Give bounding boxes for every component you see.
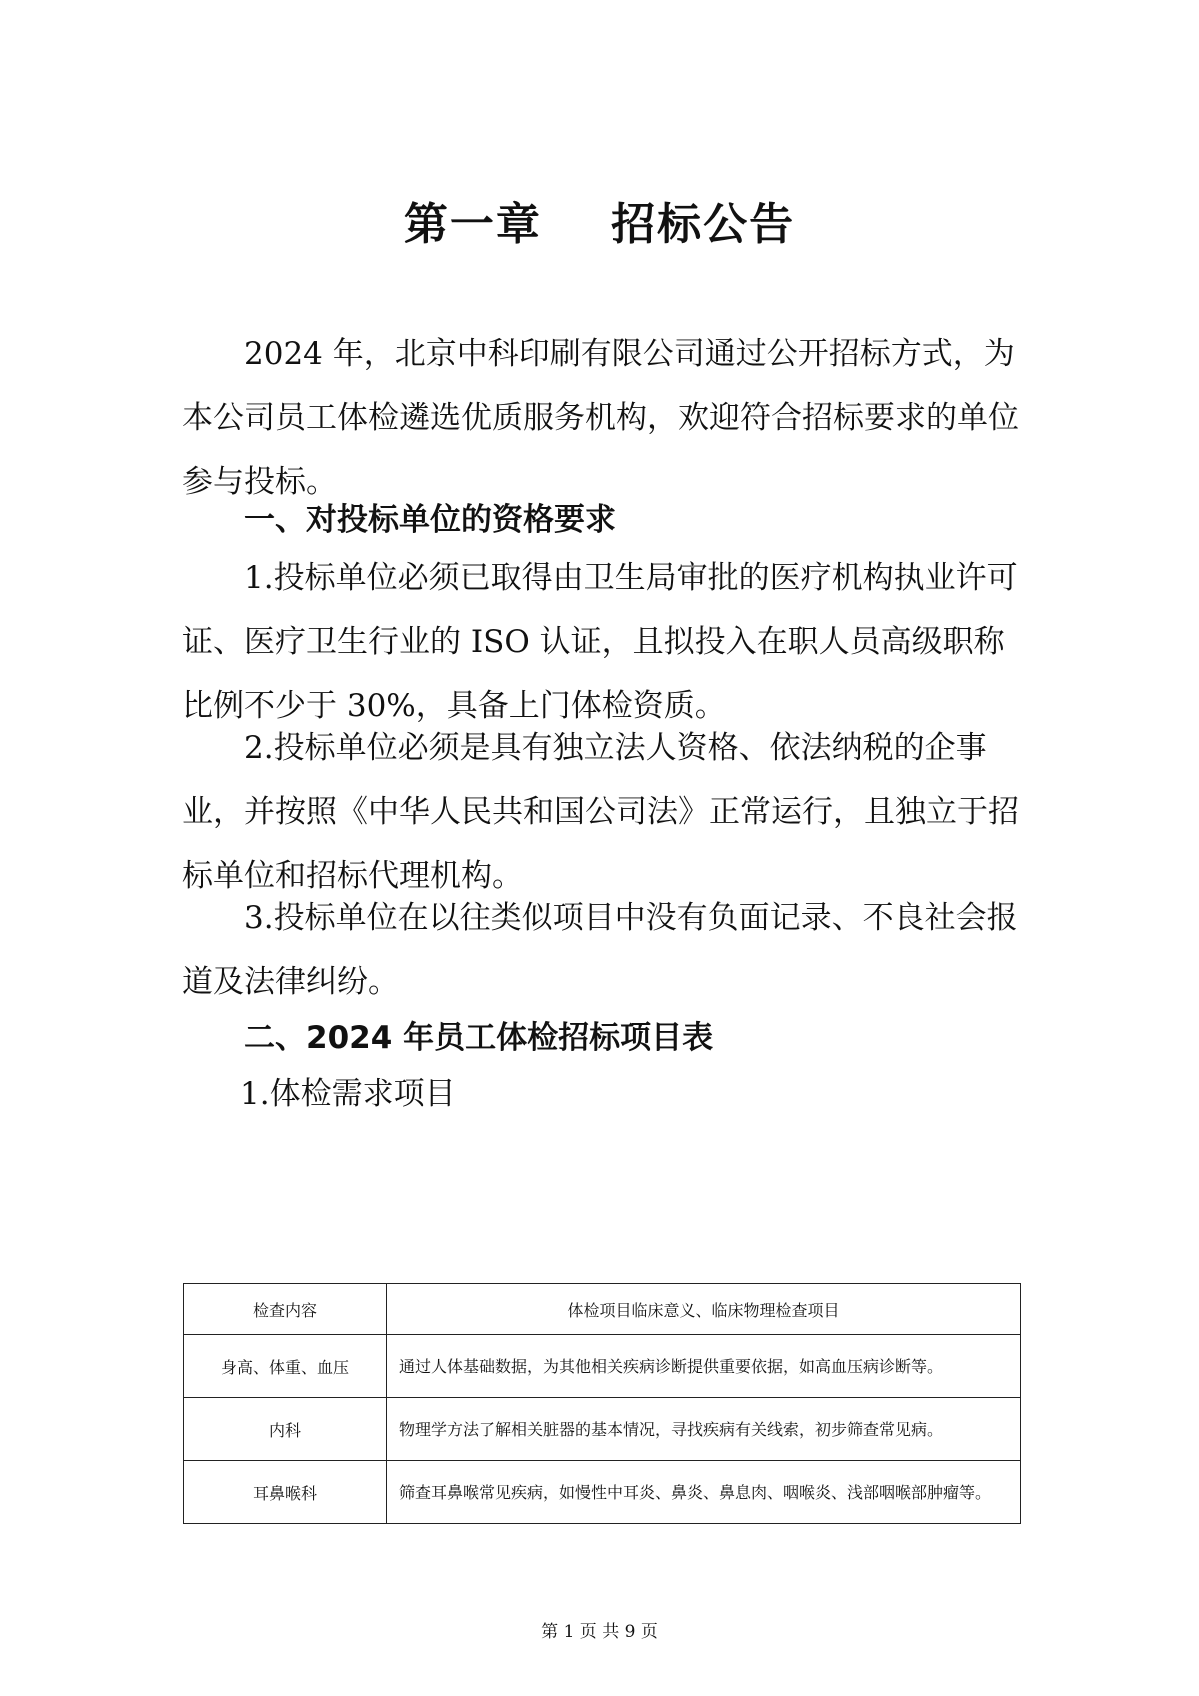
section-1-body-2 xyxy=(182,716,1022,908)
chapter-title: 第一章 招标公告 xyxy=(403,199,796,250)
intro-block xyxy=(182,322,1022,514)
section-2-heading: 二、2024 年员工体检招标项目表 xyxy=(244,1020,714,1056)
table-row xyxy=(184,1335,1021,1398)
requirement-item-2: 2.投标单位必须是具有独立法人资格、依法纳税的企事业，并按照《中华人民共和国公司法》正常运行，且独立于招标单位和招标代理机构。 xyxy=(182,730,1019,894)
page-footer: 第 1 页 共 9 页 xyxy=(541,1622,658,1642)
requirement-item-3: 3.投标单位在以往类似项目中没有负面记录、不良社会报道及法律纠纷。 xyxy=(182,900,1018,1000)
section-1-body-3 xyxy=(182,886,1022,1014)
table-cell-name: 内科 xyxy=(184,1398,387,1461)
table-row xyxy=(184,1398,1021,1461)
checkup-items-table xyxy=(183,1283,1021,1524)
table-cell-desc: 筛查耳鼻喉常见疾病，如慢性中耳炎、鼻炎、鼻息肉、咽喉炎、浅部咽喉部肿瘤等。 xyxy=(387,1461,1021,1524)
section-1-body xyxy=(182,546,1022,738)
table-header-row xyxy=(184,1284,1021,1335)
table-header-desc: 体检项目临床意义、临床物理检查项目 xyxy=(387,1284,1021,1335)
table-cell-desc: 通过人体基础数据，为其他相关疾病诊断提供重要依据，如高血压病诊断等。 xyxy=(387,1335,1021,1398)
requirement-item-1: 1.投标单位必须已取得由卫生局审批的医疗机构执业许可证、医疗卫生行业的 ISO 认证，且拟投入在职人员高级职称比例不少于 30%，具备上门体检资质。 xyxy=(182,560,1018,724)
section-1-heading: 一、对投标单位的资格要求 xyxy=(244,502,616,538)
table-cell-name: 身高、体重、血压 xyxy=(184,1335,387,1398)
table-cell-name: 耳鼻喉科 xyxy=(184,1461,387,1524)
intro-paragraph: 2024 年，北京中科印刷有限公司通过公开招标方式，为本公司员工体检遴选优质服务机构，欢迎符合招标要求的单位参与投标。 xyxy=(182,336,1019,500)
table-cell-desc: 物理学方法了解相关脏器的基本情况，寻找疾病有关线索，初步筛查常见病。 xyxy=(387,1398,1021,1461)
table-row xyxy=(184,1461,1021,1524)
section-2-subheading: 1.体检需求项目 xyxy=(240,1076,456,1112)
table-header-name: 检查内容 xyxy=(184,1284,387,1335)
